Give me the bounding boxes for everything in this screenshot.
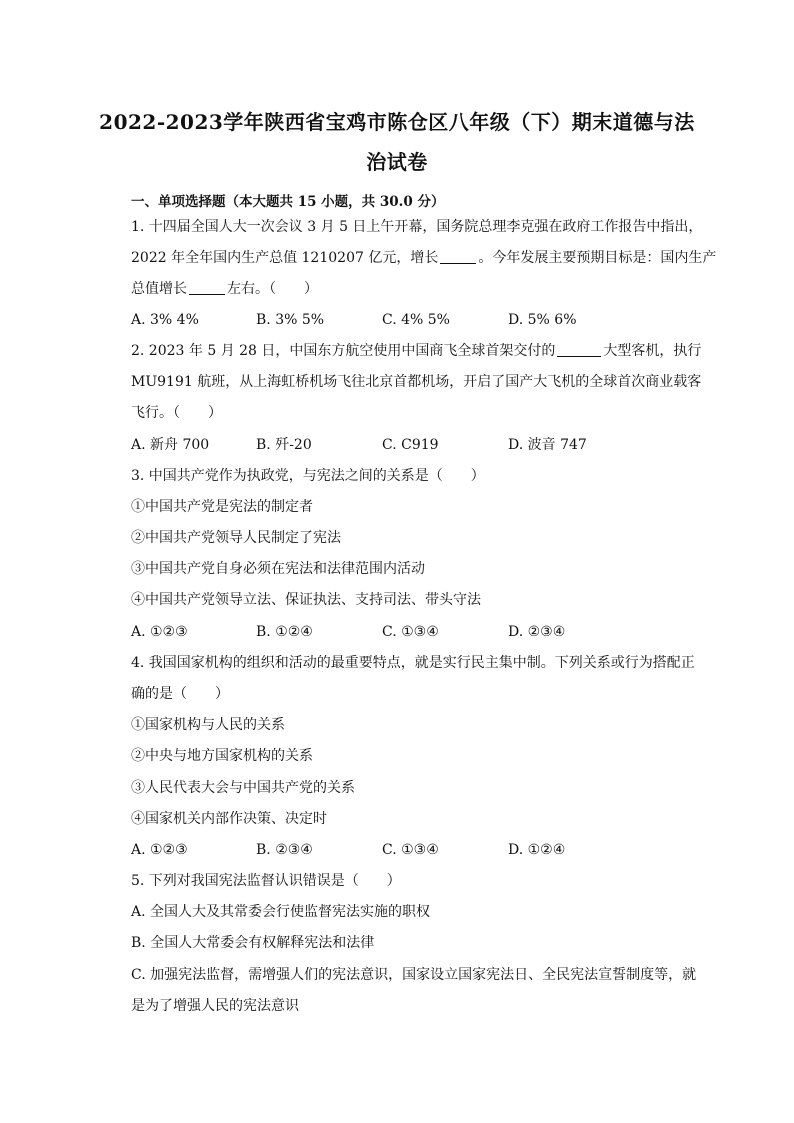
exam-title-line-1: 2022-2023学年陕西省宝鸡市陈仓区八年级（下）期末道德与法 [99,110,695,134]
q4-line-5: ③人民代表大会与中国共产党的关系 [131,780,355,796]
q3-line-4: ③中国共产党自身必须在宪法和法律范围内活动 [131,561,425,577]
q1-option-d: D. 5% 6% [508,312,577,328]
q5-option-c-line-1: C. 加强宪法监督，需增强人们的宪法意识，国家设立国家宪法日、全民宪法宣誓制度等，就 [131,967,697,983]
q2-option-b: B. 歼-20 [256,437,312,453]
q4-line-4: ②中央与地方国家机构的关系 [131,748,313,764]
q4-option-d: D. ①②④ [508,842,566,858]
q3-line-2: ①中国共产党是宪法的制定者 [131,499,313,515]
q4-line-1: 4. 我国国家机构的组织和活动的最重要特点，就是实行民主集中制。下列关系或行为搭配正 [131,655,695,671]
q2-line-3: 飞行。（ ） [131,405,222,421]
q5-option-a: A. 全国人大及其常委会行使监督宪法实施的职权 [131,904,431,920]
q2-option-d: D. 波音 747 [508,437,587,453]
q1-blank-2 [189,280,225,295]
q1-line-1: 1. 十四届全国人大一次会议 3 月 5 日上午开幕，国务院总理李克强在政府工作报告中指出， [131,219,703,235]
q4-option-b: B. ②③④ [256,842,313,858]
q2-option-c: C. C919 [382,437,439,453]
q1-text-c: 总值增长 [131,281,187,297]
q3-option-a: A. ①②③ [131,624,188,640]
q2-text-a: 2. 2023 年 5 月 28 日，中国东方航空使用中国商飞全球首架交付的 [131,343,556,359]
q3-option-b: B. ①②④ [256,624,313,640]
q2-option-a: A. 新舟 700 [131,437,210,453]
q3-line-1: 3. 中国共产党作为执政党，与宪法之间的关系是（ ） [131,468,485,484]
q4-option-a: A. ①②③ [131,842,188,858]
q2-line-1 [131,341,701,361]
q5-option-c-line-2: 是为了增强人民的宪法意识 [131,998,299,1014]
exam-title-line-2: 治试卷 [366,150,428,174]
q5-line-1: 5. 下列对我国宪法监督认识错误是（ ） [131,873,401,889]
q3-option-d: D. ②③④ [508,624,566,640]
q5-option-b: B. 全国人大常委会有权解释宪法和法律 [131,935,375,951]
q1-text-a: 2022 年全年国内生产总值 1210207 亿元，增长 [131,250,439,266]
q1-option-b: B. 3% 5% [256,312,325,328]
q3-option-c: C. ①③④ [382,624,439,640]
q2-text-b: 大型客机，执行 [603,343,702,359]
q3-line-5: ④中国共产党领导立法、保证执法、支持司法、带头守法 [131,592,481,608]
section-heading: 一、单项选择题（本大题共 15 小题，共 30.0 分） [131,194,445,210]
q1-option-c: C. 4% 5% [382,312,450,328]
q1-option-a: A. 3% 4% [131,312,199,328]
q1-text-d: 左右。（ ） [227,281,318,297]
q3-line-3: ②中国共产党领导人民制定了宪法 [131,530,341,546]
q1-line-3 [131,279,318,299]
q1-text-b: 。今年发展主要预期目标是：国内生产 [478,250,717,266]
q2-line-2: MU9191 航班，从上海虹桥机场飞往北京首都机场，开启了国产大飞机的全球首次商业载客 [131,374,702,390]
q1-line-2 [131,248,716,268]
q2-blank [557,342,601,357]
q1-blank-1 [440,249,476,264]
q4-line-2: 确的是（ ） [131,686,229,702]
q4-line-3: ①国家机构与人民的关系 [131,717,285,733]
q4-line-6: ④国家机关内部作决策、决定时 [131,811,327,827]
q4-option-c: C. ①③④ [382,842,439,858]
